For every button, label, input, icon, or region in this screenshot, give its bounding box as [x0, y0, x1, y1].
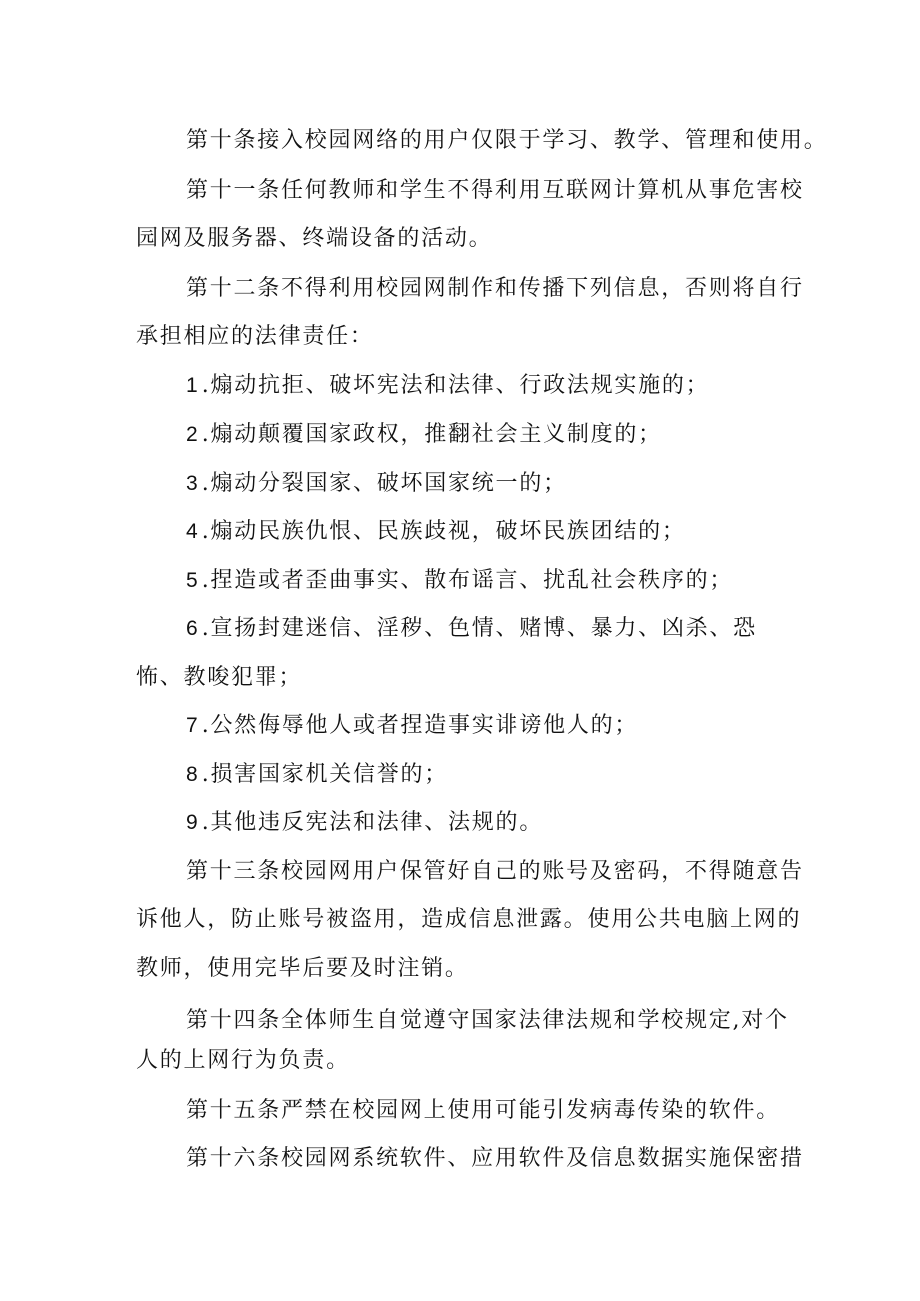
article-13-line-1: 第十三条校园网用户保管好自己的账号及密码，不得随意告 [186, 859, 804, 884]
list-item-6-line-2: 怖、教唆犯罪； [136, 665, 303, 690]
list-item-text: .煽动分裂国家、破坏国家统一的； [201, 471, 567, 496]
article-16-line-1: 第十六条校园网系统软件、应用软件及信息数据实施保密措 [186, 1146, 804, 1171]
article-15-line-1: 第十五条严禁在校园网上使用可能引发病毒传染的软件。 [186, 1098, 781, 1123]
list-item-9 [186, 808, 543, 838]
list-item-number: 9 [186, 811, 198, 834]
article-12-line-2: 承担相应的法律责任： [136, 324, 374, 349]
list-item-number: 6 [186, 617, 198, 640]
list-item-text: .宣扬封建迷信、淫秽、色情、赌博、暴力、凶杀、恐 [201, 616, 757, 641]
list-item-3 [186, 469, 567, 499]
list-item-7 [186, 711, 638, 741]
list-item-number: 8 [186, 763, 198, 786]
list-item-number: 4 [186, 520, 198, 543]
list-item-number: 7 [186, 714, 198, 737]
article-14-line-1: 第十四条全体师生自觉遵守国家法律法规和学校规定,对个 [186, 1008, 789, 1033]
list-item-number: 1 [186, 374, 198, 397]
article-11-line-2: 园网及服务器、终端设备的活动。 [136, 226, 493, 251]
list-item-1 [186, 371, 709, 401]
list-item-6 [186, 614, 757, 644]
list-item-text: .煽动民族仇恨、民族歧视，破坏民族团结的； [201, 519, 686, 544]
article-10-line-1: 第十条接入校园网络的用户仅限于学习、教学、管理和使用。 [186, 128, 828, 153]
list-item-text: .煽动颠覆国家政权，推翻社会主义制度的； [201, 422, 662, 447]
article-12-line-1: 第十二条不得利用校园网制作和传播下列信息，否则将自行 [186, 276, 804, 301]
list-item-number: 2 [186, 423, 198, 446]
list-item-4 [186, 517, 686, 547]
article-13-line-3: 教师，使用完毕后要及时注销。 [136, 956, 469, 981]
article-11-line-1: 第十一条任何教师和学生不得利用互联网计算机从事危害校 [186, 178, 804, 203]
list-item-5 [186, 566, 733, 596]
article-13-line-2: 诉他人，防止账号被盗用，造成信息泄露。使用公共电脑上网的 [136, 907, 802, 932]
list-item-number: 5 [186, 569, 198, 592]
list-item-text: .捏造或者歪曲事实、散布谣言、扰乱社会秩序的； [201, 568, 734, 593]
list-item-2 [186, 420, 662, 450]
list-item-text: .煽动抗拒、破坏宪法和法律、行政法规实施的； [201, 373, 710, 398]
article-14-line-2: 人的上网行为负责。 [136, 1048, 350, 1073]
list-item-8 [186, 760, 448, 790]
list-item-text: .其他违反宪法和法律、法规的。 [201, 810, 544, 835]
list-item-text: .损害国家机关信誉的； [201, 762, 449, 787]
list-item-text: .公然侮辱他人或者捏造事实诽谤他人的； [201, 713, 639, 738]
list-item-number: 3 [186, 472, 198, 495]
